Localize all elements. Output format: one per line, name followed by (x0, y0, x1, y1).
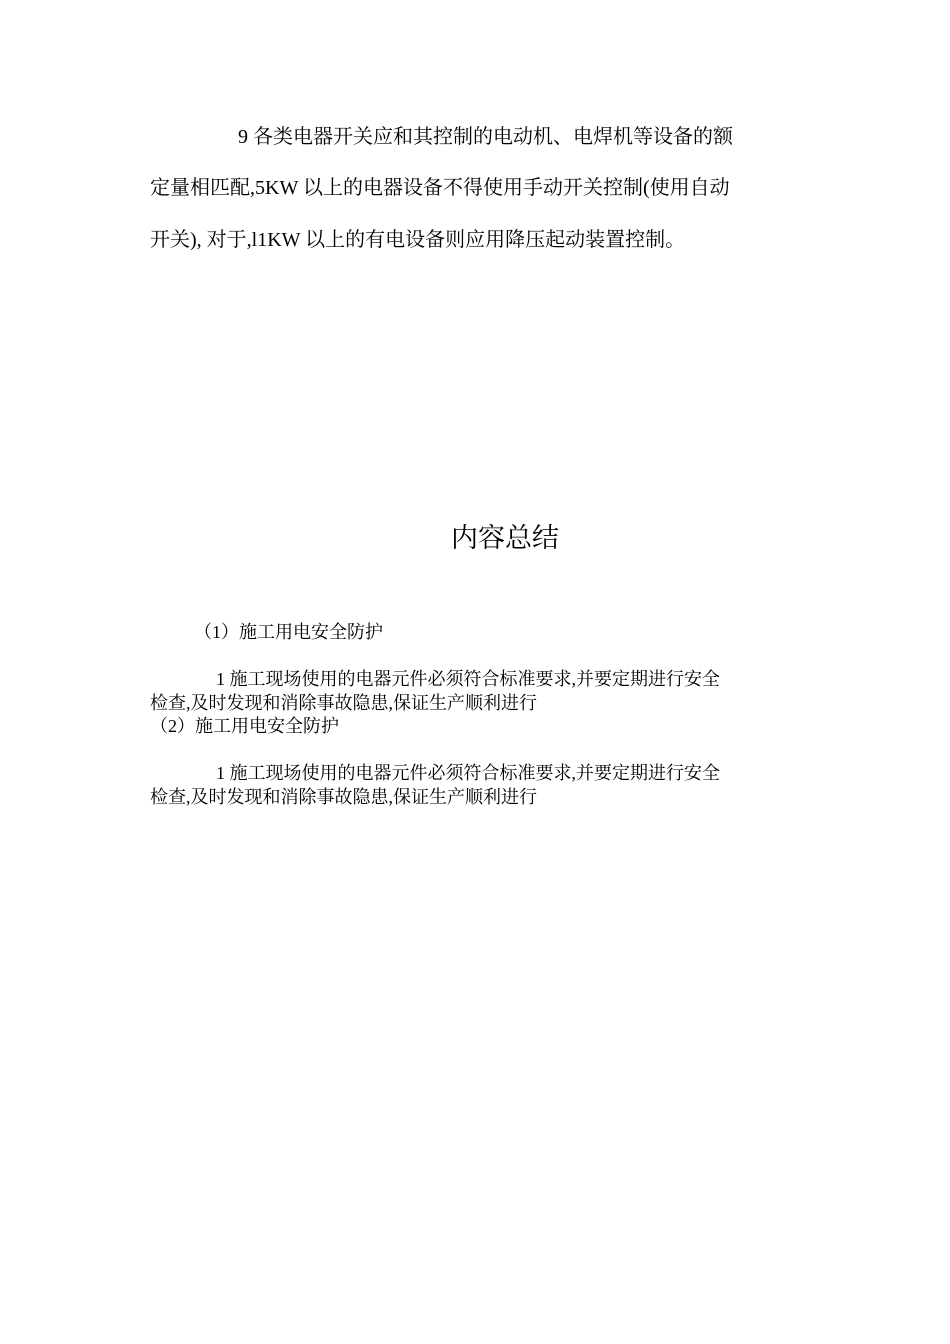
intro-line-3: 开关), 对于,l1KW 以上的有电设备则应用降压起动装置控制。 (150, 229, 686, 251)
summary-title: 内容总结 (451, 523, 559, 553)
intro-line-1: 9 各类电器开关应和其控制的电动机、电焊机等设备的额 (238, 126, 733, 148)
intro-line-2: 定量相匹配,5KW 以上的电器设备不得使用手动开关控制(使用自动 (150, 177, 730, 199)
section-2-heading: （2）施工用电安全防护 (150, 716, 339, 736)
section-1-body-line-2: 检查,及时发现和消除事故隐患,保证生产顺利进行 (150, 693, 537, 713)
section-1-heading: （1）施工用电安全防护 (194, 622, 383, 642)
section-2-body-line-2: 检查,及时发现和消除事故隐患,保证生产顺利进行 (150, 787, 537, 807)
section-1-body-line-1: 1 施工现场使用的电器元件必须符合标准要求,并要定期进行安全 (216, 669, 720, 689)
section-2-body-line-1: 1 施工现场使用的电器元件必须符合标准要求,并要定期进行安全 (216, 763, 720, 783)
